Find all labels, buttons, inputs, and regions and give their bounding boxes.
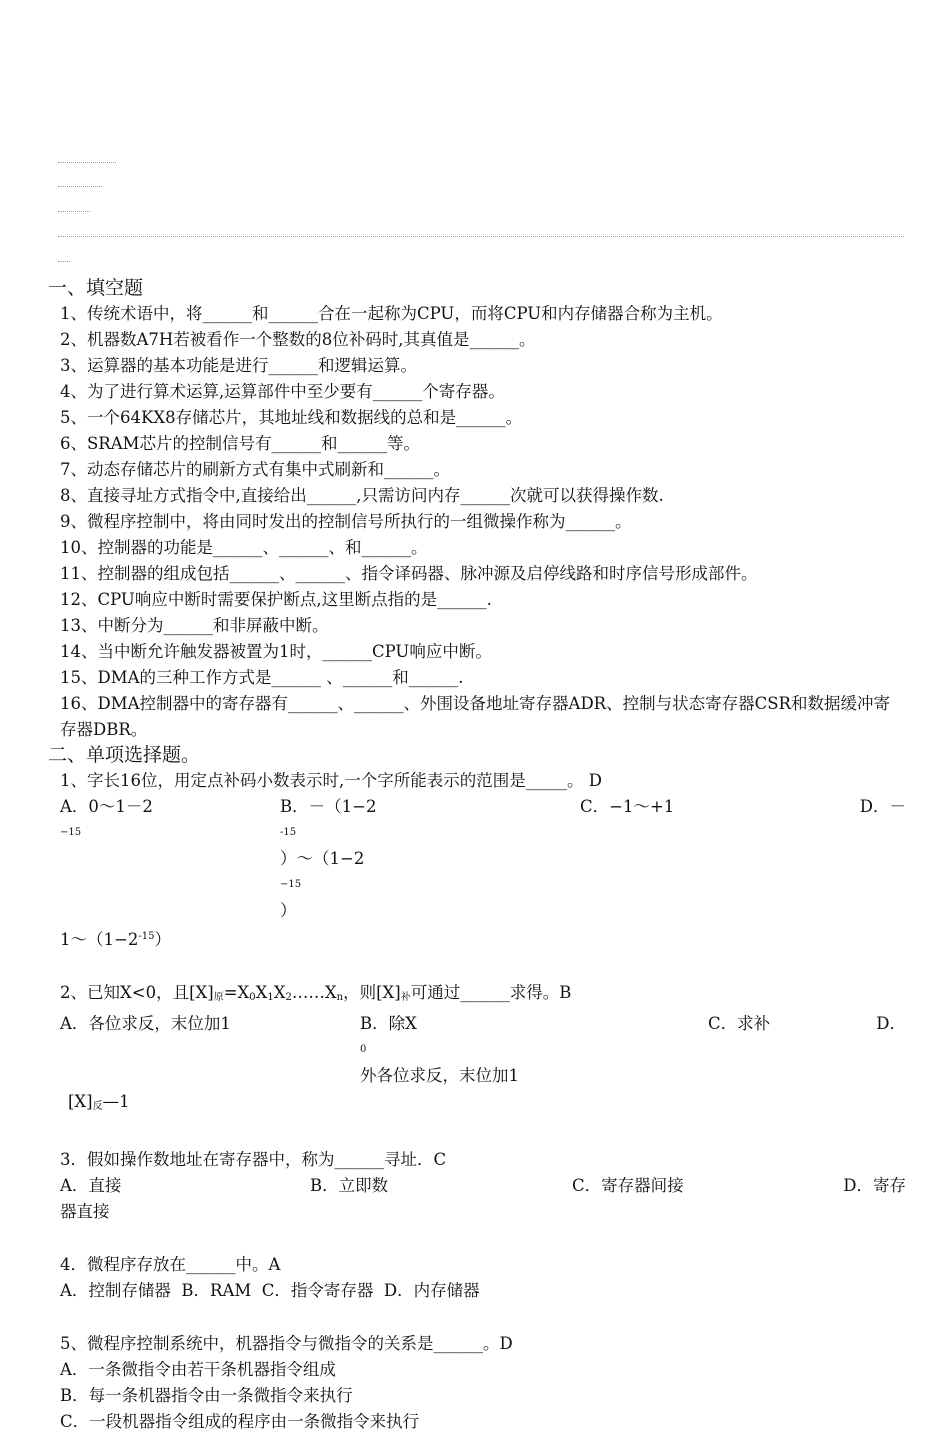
fill-item-10: 10、控制器的功能是______、______、和______。 <box>60 538 428 557</box>
q4-stem: 4．微程序存放在______中。A <box>60 1255 281 1274</box>
fill-item-5: 5、一个64KX8存储芯片，其地址线和数据线的总和是______。 <box>60 408 523 427</box>
q2-option-a: A．各位求反，末位加1 <box>60 1014 231 1033</box>
q5-option-b: B．每一条机器指令由一条微指令来执行 <box>60 1386 353 1405</box>
q3-option-a: A．直接 <box>60 1176 122 1195</box>
q3-option-d-cont: 器直接 <box>60 1202 110 1221</box>
fill-item-9: 9、微程序控制中，将由同时发出的控制信号所执行的一组微操作称为______。 <box>60 512 632 531</box>
q2-options <box>48 1011 906 1089</box>
header-dots-2 <box>58 186 102 187</box>
q5-option-a: A．一条微指令由若干条机器指令组成 <box>60 1360 336 1379</box>
fill-item-6: 6、SRAM芯片的控制信号有______和______等。 <box>60 434 421 453</box>
q4-options: A．控制存储器 B．RAM C．指令寄存器 D．内存储器 <box>60 1281 480 1300</box>
fill-item-2: 2、机器数A7H若被看作一个整数的8位补码时,其真值是______。 <box>60 330 536 349</box>
q1-option-c: C．−1～+1 <box>580 797 675 816</box>
fill-item-11: 11、控制器的组成包括______、______、指令译码器、脉冲源及启停线路和时序信号形成部件。 <box>60 564 758 583</box>
fill-item-1: 1、传统术语中，将______和______合在一起称为CPU，而将CPU和内存储器合称为主机。 <box>60 304 723 323</box>
q5-stem: 5、微程序控制系统中，机器指令与微指令的关系是______。D <box>60 1334 513 1353</box>
fill-item-14: 14、当中断允许触发器被置为1时，______CPU响应中断。 <box>60 642 492 661</box>
q3-option-b: B．立即数 <box>310 1176 389 1195</box>
q1-options <box>48 794 906 924</box>
fill-item-4: 4、为了进行算术运算,运算部件中至少要有______个寄存器。 <box>60 382 505 401</box>
q2-option-c: C．求补 <box>708 1014 771 1033</box>
fill-item-3: 3、运算器的基本功能是进行______和逻辑运算。 <box>60 356 417 375</box>
q1-option-d: D．－ <box>859 797 906 816</box>
header-rule <box>58 236 904 237</box>
header-rule-short <box>58 261 70 262</box>
q1-option-a: A．0～1－2 −15 <box>60 797 153 838</box>
fill-item-15: 15、DMA的三种工作方式是______ 、______和______. <box>60 668 464 687</box>
q5-option-c: C．一段机器指令组成的程序由一条微指令来执行 <box>60 1412 420 1431</box>
document-body <box>48 276 906 1435</box>
q1-stem: 1、字长16位，用定点补码小数表示时,一个字所能表示的范围是_____。 D <box>60 771 602 790</box>
section-heading-choice: 二、单项选择题。 <box>48 744 201 766</box>
header-dots-3 <box>58 211 90 212</box>
fill-item-13: 13、中断分为______和非屏蔽中断。 <box>60 616 329 635</box>
q3-stem: 3．假如操作数地址在寄存器中，称为______寻址．C <box>60 1150 447 1169</box>
q3-option-d: D．寄存 <box>843 1176 906 1195</box>
fill-item-12: 12、CPU响应中断时需要保护断点,这里断点指的是______. <box>60 590 492 609</box>
section-heading-fill-in: 一、填空题 <box>48 277 144 299</box>
q2-option-b: B．除X 0 外各位求反，末位加1 <box>360 1014 519 1085</box>
q3-option-c: C．寄存器间接 <box>572 1176 684 1195</box>
fill-item-16: 16、DMA控制器中的寄存器有______、______、外围设备地址寄存器ADR、控制与状态寄存器CSR和数据缓冲寄存器DBR。 <box>60 694 890 739</box>
q2-option-d: D． <box>876 1014 906 1033</box>
q2-stem: 2、已知X<0，且$[X]_原=X_0X_1X_2\dots\dots X_n$，则$[X]_补$可通过______求得。B <box>60 983 572 1003</box>
header-dots-1 <box>58 162 116 163</box>
fill-item-8: 8、直接寻址方式指令中,直接给出______,只需访问内存______次就可以获得操作数. <box>60 486 664 505</box>
q1-option-b: B．－（1−2 -15 ）～（1−2 −15 ） <box>280 797 377 920</box>
q2-option-d-cont: $[X]_反—1$ <box>68 1092 130 1112</box>
q3-options <box>48 1173 906 1199</box>
q1-option-d-cont: $1\sim(1-2^{-15})$ <box>60 930 171 949</box>
fill-item-7: 7、动态存储芯片的刷新方式有集中式刷新和______。 <box>60 460 450 479</box>
